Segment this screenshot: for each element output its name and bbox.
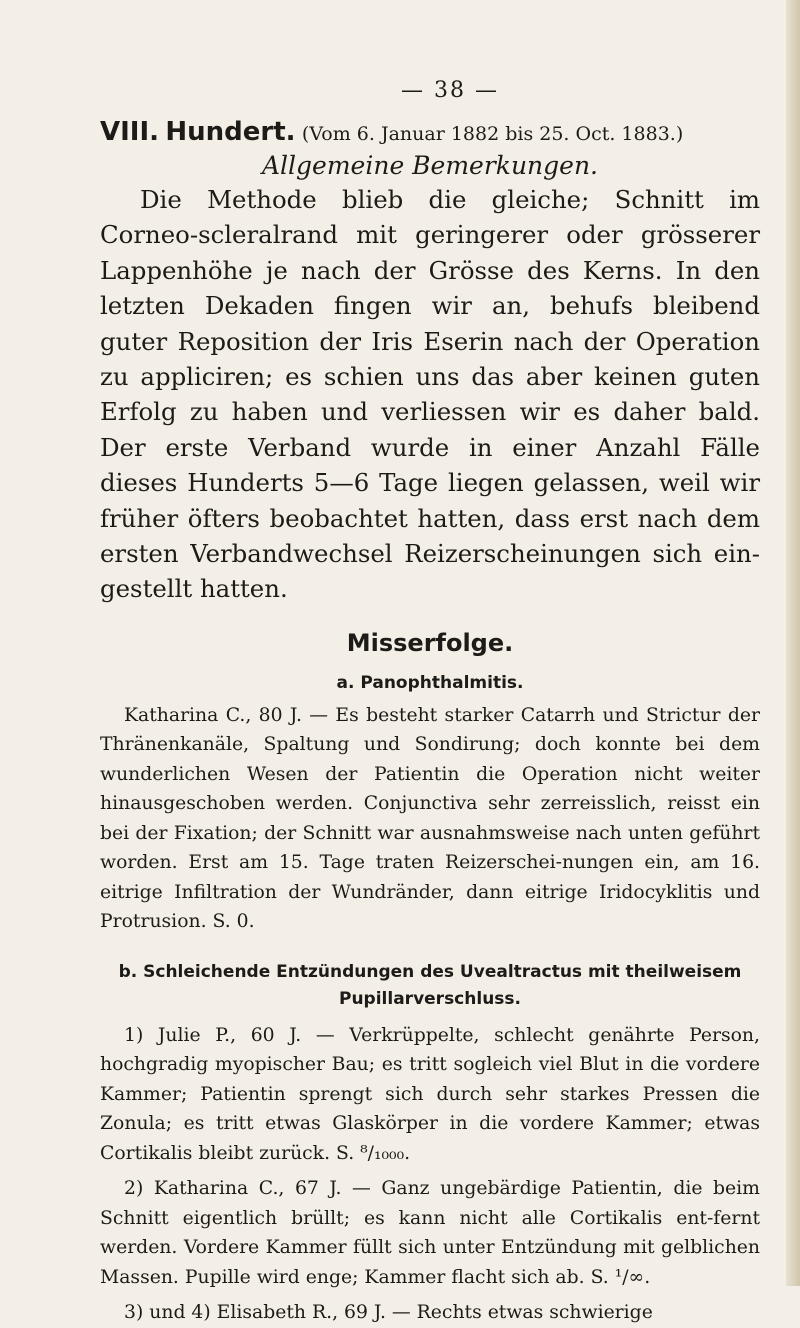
case-paragraph: Katharina C., 80 J. — Es besteht starker Catarrh und Strictur der Thränenkanäle, Spaltung und Sondirung; doch konnte bei dem wunderlichen Wesen der Patientin die Operation nicht weiter hinausgeschoben werden. Conjunctiva sehr zerreisslich, reisst ein bei der Fixation; der Schnitt war ausnahmsweise nach unten geführt worden. Erst am 15. Tage traten Reizerschei-nungen ein, am 16. eitrige Infiltration der Wundränder, dann eitrige Iridocyklitis und Protrusion. S. 0. [100,704,760,933]
case-paragraph: 3) und 4) Elisabeth R., 69 J. — Rechts etwas schwierige [124,1302,653,1324]
page-content [100,78,760,1328]
chapter-period: (Vom 6. Januar 1882 bis 25. Oct. 1883.) [301,123,684,145]
subsection-b-title-line: b. Schleichende Entzündungen des Uvealtractus mit theilweisem [118,961,742,982]
subsection-b-title-line: Pupillarverschluss. [339,988,521,1009]
case-paragraph: 2) Katharina C., 67 J. — Ganz ungebärdige Patientin, die beim Schnitt eigentlich brüllt; es kann nicht alle Cortikalis ent-fernt werden. Vordere Kammer füllt sich unter Entzündung mit gelblichen Massen. Pupille wird enge; Kammer flacht sich ab. S. ¹/∞. [100,1178,760,1288]
case-paragraph: 1) Julie P., 60 J. — Verkrüppelte, schlecht genährte Person, hochgradig myopischer Bau; es tritt sogleich viel Blut in die vordere Kammer; Patientin sprengt sich durch sehr starkes Pressen die Zonula; es tritt etwas Glaskörper in die vordere Kammer; etwas Cortikalis bleibt zurück. S. ⁸/₁₀₀₀. [100,1024,760,1164]
body-paragraph: Die Methode blieb die gleiche; Schnitt im Corneo-scleralrand mit geringerer oder grösserer Lappenhöhe je nach der Grösse des Kerns. In den letzten Dekaden fingen wir an, behufs bleibend guter Reposition der Iris Eserin nach der Operation zu appliciren; es schien uns das aber keinen guten Erfolg zu haben und verliessen wir es daher bald. Der erste Verband wurde in einer Anzahl Fälle dieses Hunderts 5—6 Tage liegen gelassen, weil wir früher öfters beobachtet hatten, dass erst nach dem ersten Verbandwechsel Reizerscheinungen sich ein-gestellt hatten. [100,185,760,604]
subsection-a-title: a. Panophthalmitis. [336,672,524,693]
chapter-title: Hundert. [165,117,296,147]
chapter-numeral: VIII. [100,117,160,147]
subheading: Allgemeine Bemerkungen. [262,151,598,180]
page-number: — 38 — [401,78,499,103]
chapter-heading [100,117,760,147]
section-heading: Misserfolge. [346,628,514,657]
page-edge-shadow [786,0,800,1286]
subsection-b-title [100,959,760,1013]
